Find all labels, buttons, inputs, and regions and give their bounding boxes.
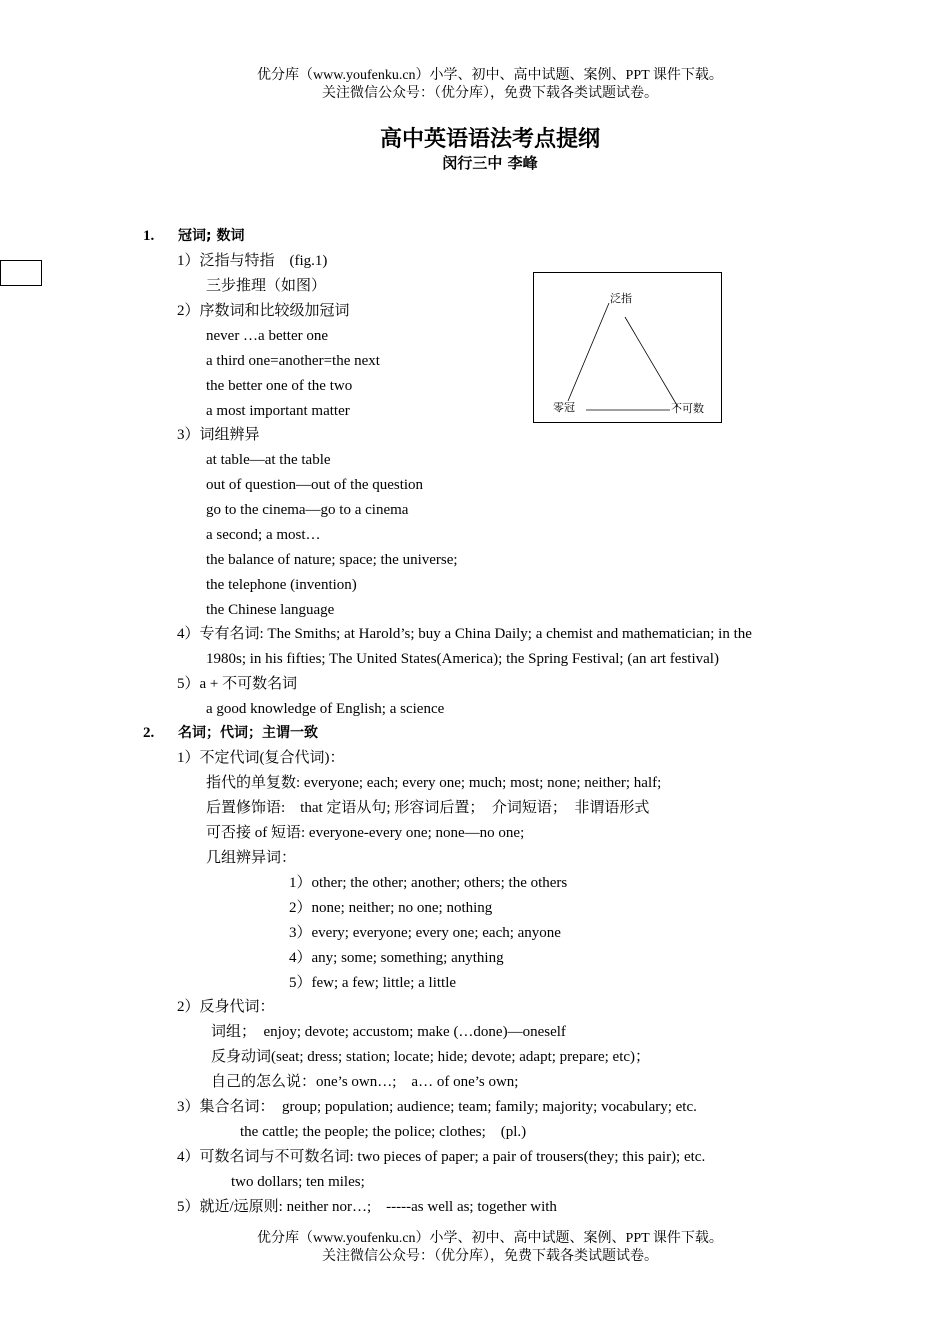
section-1-line: a second; a most… (206, 527, 321, 543)
section-1-line: at table—at the table (206, 452, 331, 468)
section-2-line: 2）反身代词： (177, 999, 275, 1015)
page-title: 高中英语语法考点提纲 (379, 126, 600, 151)
section-1-line: the better one of the two (206, 378, 353, 394)
margin-marker-box (0, 260, 42, 286)
section-2-line: 1）other; the other; another; others; the others (289, 875, 568, 891)
section-1-line: 3）词组辨异 (177, 427, 260, 443)
section-1-line: 2）序数词和比较级加冠词 (177, 303, 350, 319)
section-1-line: never …a better one (206, 328, 329, 344)
figure-label-top: 泛指 (610, 292, 632, 305)
section-1-title: 冠词; 数词 (178, 228, 245, 244)
section-1-line: 4）专有名词: The Smiths; at Harold’s; buy a China Daily; a chemist and mathematician; in the (177, 626, 752, 642)
footer-line-2: 关注微信公众号：（优分库），免费下载各类试题试卷。 (322, 1249, 658, 1264)
triangle-right-edge (625, 317, 678, 407)
figure-triangle (533, 272, 722, 423)
section-1-line: the telephone (invention) (206, 577, 357, 593)
section-2-line: 反身动词(seat; dress; station; locate; hide; devote; adapt; prepare; etc)； (211, 1049, 651, 1065)
section-2-line: 3）every; everyone; every one; each; anyone (289, 925, 561, 941)
section-2-line: 4）any; some; something; anything (289, 950, 504, 966)
section-2-line: 指代的单复数: everyone; each; every one; much; most; none; neither; half; (206, 775, 662, 791)
figure-label-left: 零冠 (553, 401, 575, 414)
section-1-heading (143, 226, 244, 246)
section-2-heading (143, 723, 318, 743)
section-2-line: 5）few; a few; little; a little (289, 975, 457, 991)
section-2-line: 自己的怎么说：one’s own…; a… of one’s own; (211, 1074, 519, 1090)
section-1-line: go to the cinema—go to a cinema (206, 502, 409, 518)
section-2-line: 2）none; neither; no one; nothing (289, 900, 493, 916)
section-2-title: 名词；代词；主谓一致 (178, 725, 318, 741)
section-1-line: the Chinese language (206, 602, 335, 618)
section-2-line: 5）就近/远原则: neither nor…; -----as well as; together with (177, 1199, 557, 1215)
page-subtitle: 闵行三中 李峰 (442, 154, 538, 172)
section-2-line: 可否接 of 短语: everyone-every one; none—no one; (206, 825, 525, 841)
section-1-line: 三步推理（如图） (206, 278, 327, 294)
section-1-line: the balance of nature; space; the universe; (206, 552, 458, 568)
section-1-line: a good knowledge of English; a science (206, 701, 445, 717)
section-1-line: a most important matter (206, 403, 350, 419)
section-2-line: 词组； enjoy; devote; accustom; make (…done)—oneself (211, 1024, 566, 1040)
section-2-line: the cattle; the people; the police; clothes; (pl.) (240, 1124, 527, 1140)
header-line-2: 关注微信公众号：（优分库），免费下载各类试题试卷。 (322, 86, 658, 101)
section-2-line: two dollars; ten miles; (231, 1174, 365, 1190)
section-1-line: a third one=another=the next (206, 353, 380, 369)
section-1-line: 1）泛指与特指 (fig.1) (177, 253, 328, 269)
section-2-line: 4）可数名词与不可数名词: two pieces of paper; a pair of trousers(they; this pair); etc. (177, 1149, 706, 1165)
section-2-line: 后置修饰语: that 定语从句; 形容词后置； 介词短语； 非谓语形式 (206, 800, 650, 816)
figure-label-right: 不可数 (671, 402, 704, 415)
section-2-line: 1）不定代词(复合代词)： (177, 750, 345, 766)
section-2-number: 2. (143, 725, 155, 741)
header-line-1: 优分库（www.youfenku.cn）小学、初中、高中试题、案例、PPT 课件下载。 (257, 68, 723, 83)
section-1-number: 1. (143, 228, 155, 244)
section-2-line: 3）集合名词： group; population; audience; team; family; majority; vocabulary; etc. (177, 1099, 697, 1115)
section-1-line: 1980s; in his fifties; The United States(America); the Spring Festival; (an art festival) (206, 651, 719, 667)
section-2-line: 几组辨异词： (206, 850, 297, 866)
triangle-diagram (534, 273, 723, 424)
section-1-line: 5）a + 不可数名词 (177, 676, 298, 692)
footer-line-1: 优分库（www.youfenku.cn）小学、初中、高中试题、案例、PPT 课件下载。 (257, 1231, 723, 1246)
section-1-line: out of question—out of the question (206, 477, 424, 493)
triangle-left-edge (568, 303, 609, 401)
